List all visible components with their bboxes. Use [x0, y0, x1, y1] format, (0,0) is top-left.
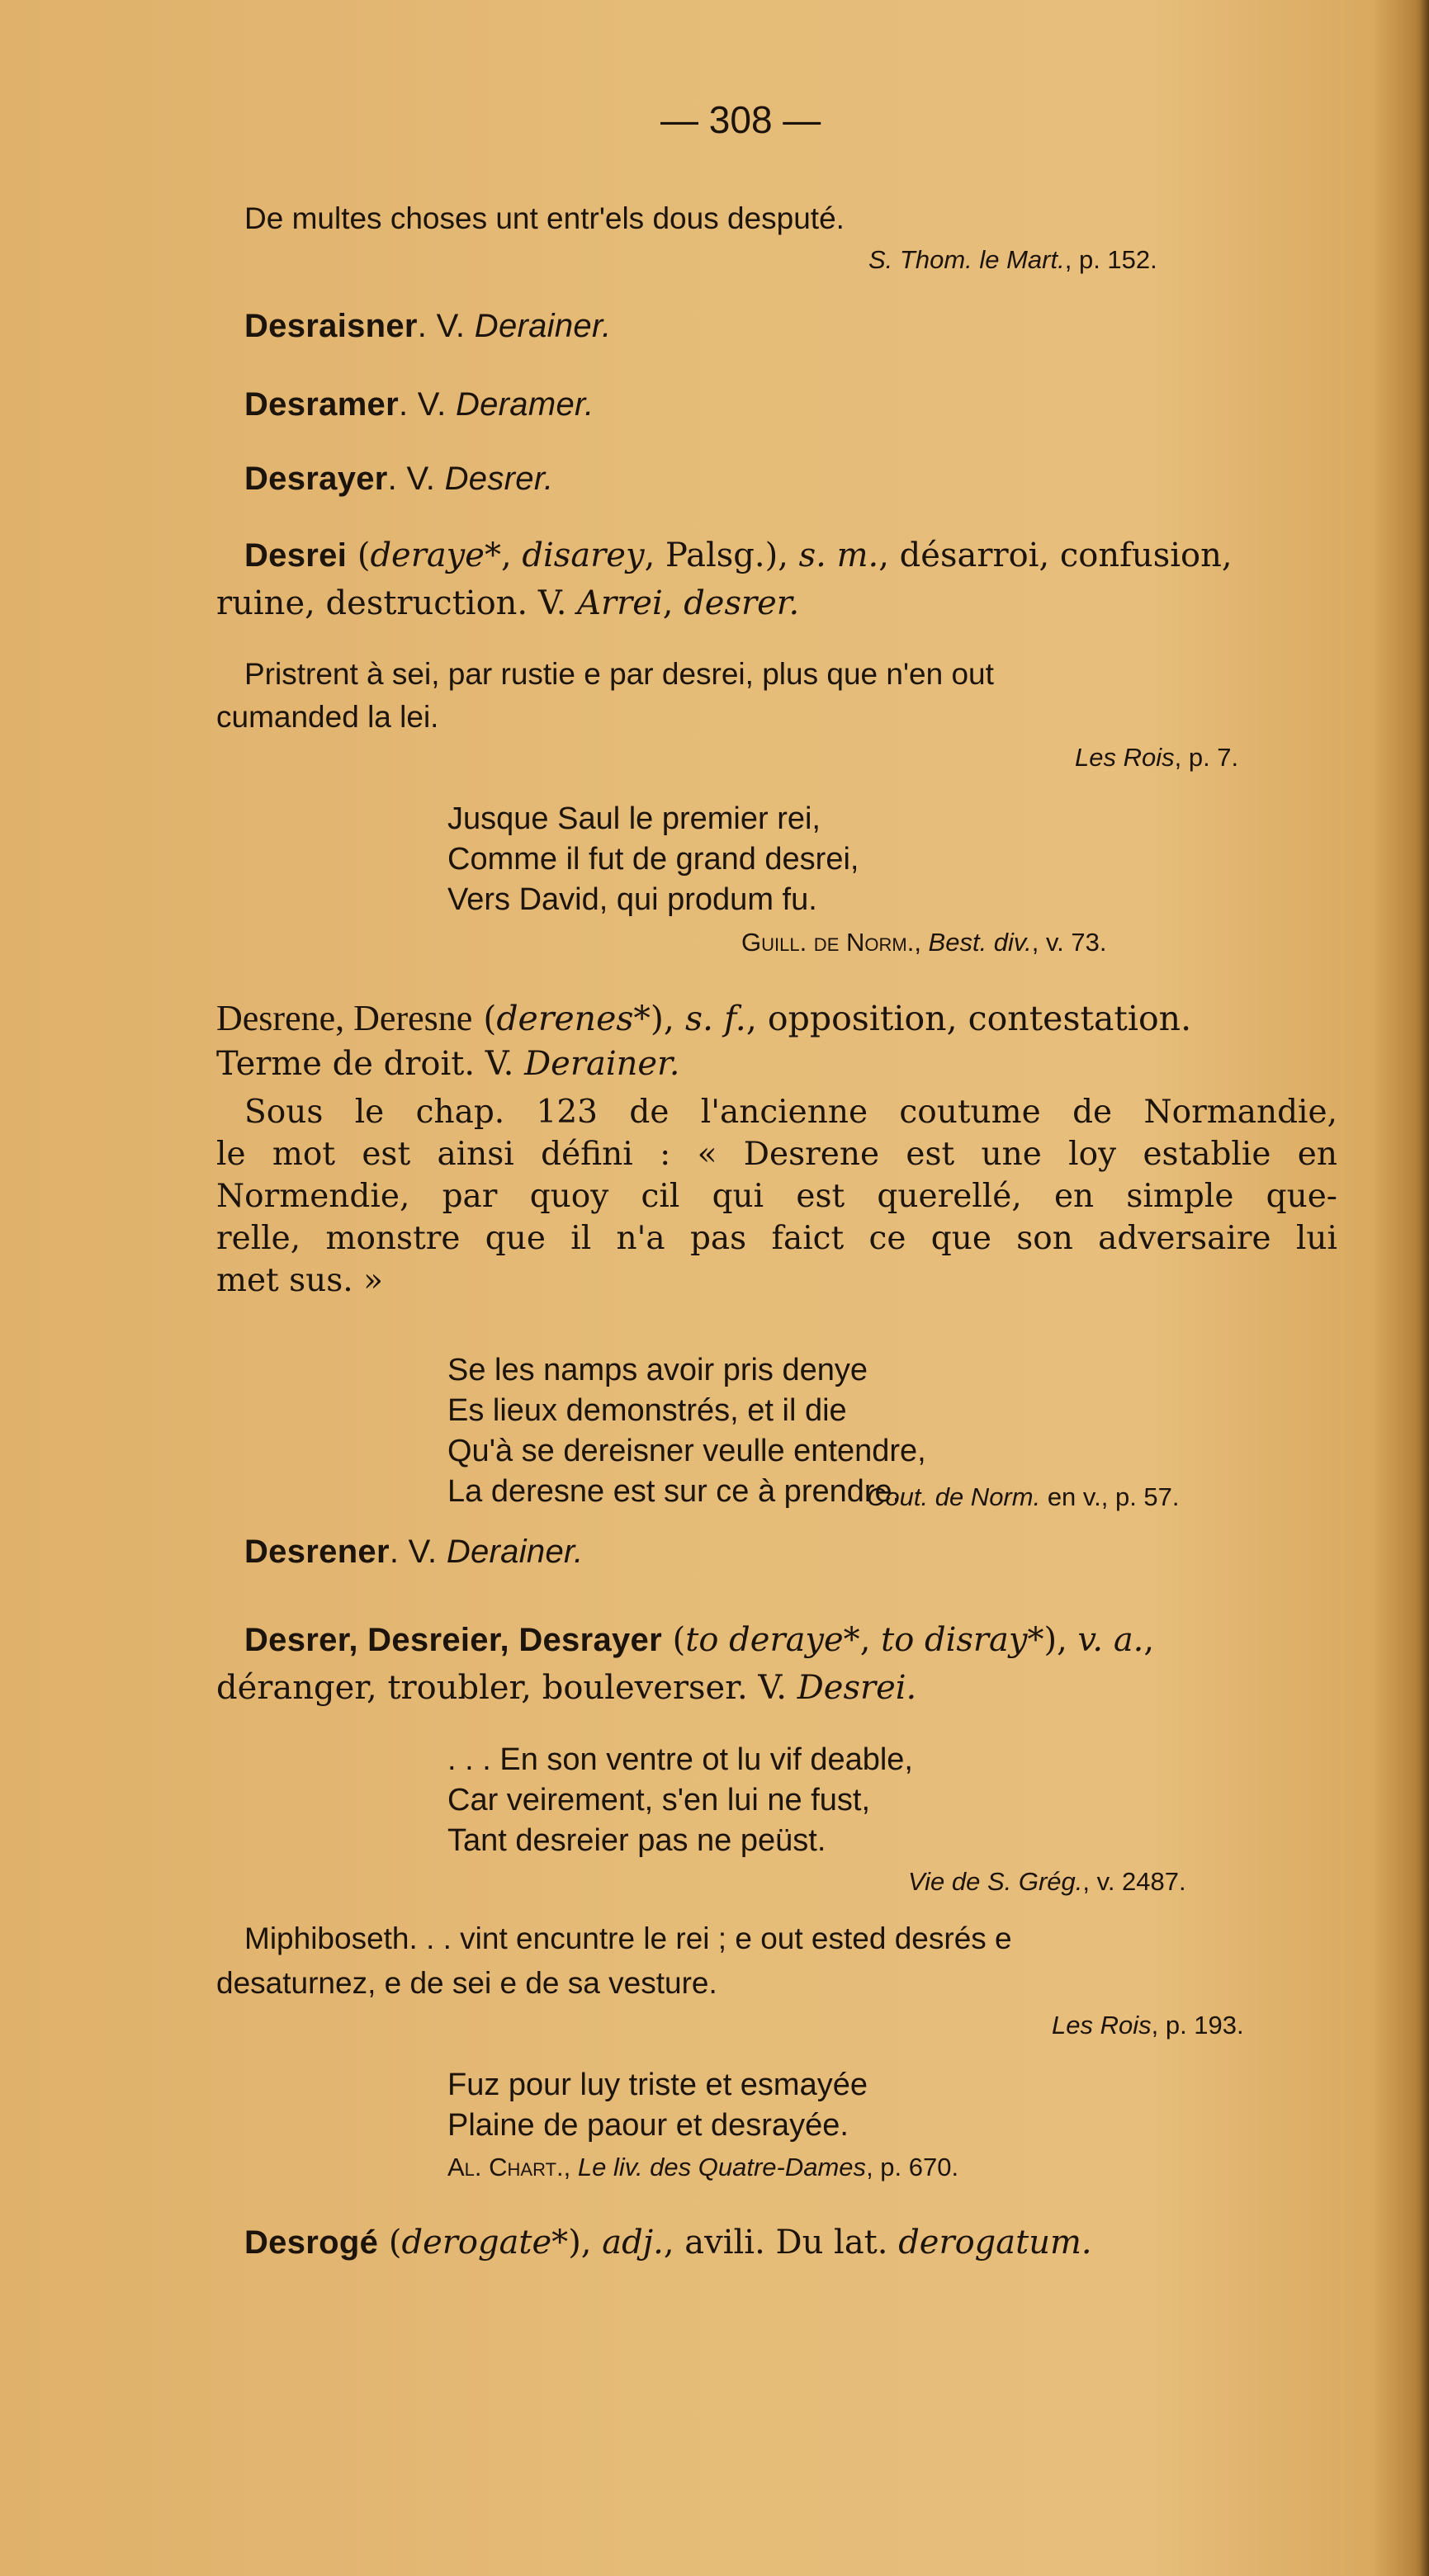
verse-block — [447, 1350, 926, 1512]
entry-desrer-line2 — [216, 1667, 916, 1709]
entry-desrer-line1 — [244, 1619, 1154, 1661]
cite-work: S. Thom. le Mart. — [868, 245, 1065, 274]
verse-citation — [867, 1482, 1180, 1512]
cross-reference: Arrei — [577, 584, 663, 622]
verse-line: Es lieux demonstrés, et il die — [447, 1393, 847, 1428]
cite-work: Vie de S. Grég. — [908, 1867, 1083, 1896]
cite-author: Al. Chart. — [447, 2153, 564, 2181]
quote-line: Pristrent à sei, par rustie e par desrei, plus que n'en out — [244, 657, 994, 691]
etymon: derogatum. — [898, 2224, 1092, 2262]
definition: déranger, troubler, bouleverser. V. — [216, 1669, 797, 1707]
page-number: — 308 — — [660, 98, 821, 141]
headword: Desrer, Desreier, Desrayer — [244, 1622, 662, 1658]
see-label: . V. — [389, 1534, 447, 1570]
separator: , — [500, 536, 523, 574]
verse-line: Car veirement, s'en lui ne fust, — [447, 1783, 871, 1817]
separator: ), — [1043, 1621, 1078, 1659]
grammar-label: v. a. — [1077, 1621, 1144, 1659]
cite-ref: , p. 7. — [1174, 743, 1239, 772]
definition: , désarroi, confusion, — [878, 536, 1233, 574]
headword: Desrener — [244, 1534, 390, 1570]
quote-citation — [1075, 743, 1238, 773]
cite-ref: , p. 670. — [866, 2153, 959, 2181]
paren-open: ( — [661, 1621, 686, 1659]
cite-ref: , v. 2487. — [1082, 1867, 1186, 1896]
cross-reference: Deramer. — [455, 386, 594, 423]
english-form: derenes* — [496, 999, 651, 1038]
quote-line: desaturnez, e de sei e de sa vesture. — [216, 1966, 717, 2000]
entry-desrayer — [244, 461, 553, 498]
paren-open: ( — [472, 999, 497, 1038]
cite-work: Best. div. — [928, 928, 1032, 957]
headword: Desrei — [244, 537, 348, 574]
verse-block — [447, 2065, 868, 2146]
english-form: to disray* — [881, 1621, 1044, 1659]
verse-citation — [741, 928, 1107, 957]
quote-line: cumanded la lei. — [216, 700, 439, 734]
english-form: to deraye* — [685, 1621, 860, 1659]
verse-citation — [908, 1867, 1186, 1897]
separator: ), — [650, 999, 685, 1038]
paragraph-line: relle, monstre que il n'a pas faict ce que son adversaire lui — [216, 1220, 1337, 1257]
headword: Desrogé — [244, 2224, 379, 2261]
verse-line: Vers David, qui produm fu. — [447, 882, 817, 917]
paragraph-line: Sous le chap. 123 de l'ancienne coutume de Normandie, — [244, 1094, 1337, 1131]
grammar-label: s. f. — [684, 999, 746, 1038]
entry-desramer — [244, 386, 594, 423]
cross-reference: desrer. — [684, 584, 800, 622]
see-label: . V. — [387, 461, 445, 497]
paragraph-line: met sus. » — [216, 1262, 383, 1299]
verse-block — [447, 799, 859, 920]
entry-desroge — [244, 2222, 1092, 2264]
cite-work: Cout. de Norm. — [867, 1482, 1041, 1511]
paren-open: ( — [357, 536, 371, 574]
quote-line: De multes choses unt entr'els dous desputé. — [244, 201, 845, 235]
entry-desrene-line2 — [216, 1043, 680, 1085]
cite-ref: en v., p. 57. — [1040, 1482, 1180, 1511]
verse-line: Se les namps avoir pris denye — [447, 1353, 868, 1387]
verse-line: Comme il fut de grand desrei, — [447, 842, 859, 877]
cross-reference: Derainer. — [474, 308, 612, 344]
verse-line: La deresne est sur ce à prendre. — [447, 1474, 901, 1509]
explanatory-paragraph — [216, 1091, 1337, 1302]
see-label: . V. — [417, 308, 475, 344]
definition: , avili. Du lat. — [663, 2224, 899, 2262]
entry-desrei-line1 — [244, 535, 1233, 577]
separator: , — [914, 928, 929, 957]
separator: , — [563, 2153, 578, 2181]
english-form: disarey — [522, 536, 645, 574]
separator: , — [662, 584, 684, 622]
english-form: deraye* — [370, 536, 501, 574]
english-form: derogate* — [401, 2224, 569, 2262]
cite-work: Les Rois — [1052, 2011, 1152, 2040]
cite-work: Les Rois — [1075, 743, 1175, 772]
palsgrave-ref: , Palsg.), — [644, 536, 799, 574]
quote-citation — [868, 245, 1157, 275]
cross-reference: Desrei. — [797, 1669, 917, 1707]
verse-line: Tant desreier pas ne peüst. — [447, 1823, 826, 1858]
cite-author: Guill. de Norm. — [741, 928, 915, 957]
cite-ref: , p. 193. — [1151, 2011, 1244, 2040]
cross-reference: Derainer. — [446, 1534, 584, 1570]
see-label: . V. — [398, 386, 456, 423]
entry-desrei-line2 — [216, 583, 799, 625]
paren-open: ( — [378, 2224, 402, 2262]
entry-desraisner — [244, 308, 612, 345]
quote-line: Miphiboseth. . . vint encuntre le rei ; e out ested desrés e — [244, 1921, 1012, 1955]
page-edge — [1419, 0, 1429, 2576]
separator: ), — [568, 2224, 603, 2262]
cross-reference: Desrer. — [444, 461, 554, 497]
verse-line: . . . En son ventre ot lu vif deable, — [447, 1742, 913, 1777]
separator: , — [1143, 1621, 1155, 1659]
cross-reference: Derainer. — [524, 1045, 680, 1083]
definition: ruine, destruction. V. — [216, 584, 578, 622]
verse-citation — [447, 2153, 958, 2182]
definition: , opposition, contestation. — [745, 999, 1192, 1038]
cite-ref: , v. 73. — [1031, 928, 1107, 957]
paragraph-line: Normendie, par quoy cil qui est querellé, en simple que- — [216, 1178, 1337, 1215]
headword: Desramer — [244, 386, 399, 423]
verse-line: Fuz pour luy triste et esmayée — [447, 2068, 868, 2102]
verse-line: Qu'à se dereisner veulle entendre, — [447, 1434, 926, 1468]
verse-line: Jusque Saul le premier rei, — [447, 801, 821, 836]
verse-block — [447, 1740, 913, 1861]
headword: Desraisner — [244, 308, 418, 344]
definition: Terme de droit. V. — [216, 1045, 525, 1083]
paragraph-line: le mot est ainsi défini : « Desrene est une loy establie en — [216, 1136, 1337, 1173]
quote-citation — [1052, 2011, 1244, 2040]
separator: , — [859, 1621, 882, 1659]
headword: Desrayer — [244, 461, 388, 497]
cite-work: Le liv. des Quatre-Dames — [577, 2153, 867, 2181]
cite-ref: , p. 152. — [1064, 245, 1157, 274]
verse-line: Plaine de paour et desrayée. — [447, 2108, 849, 2143]
headword: Desrene, Deresne — [216, 998, 473, 1038]
entry-desrener — [244, 1534, 584, 1571]
grammar-label: adj. — [602, 2224, 664, 2262]
grammar-label: s. m. — [798, 536, 879, 574]
entry-desrene-line1 — [216, 997, 1191, 1040]
